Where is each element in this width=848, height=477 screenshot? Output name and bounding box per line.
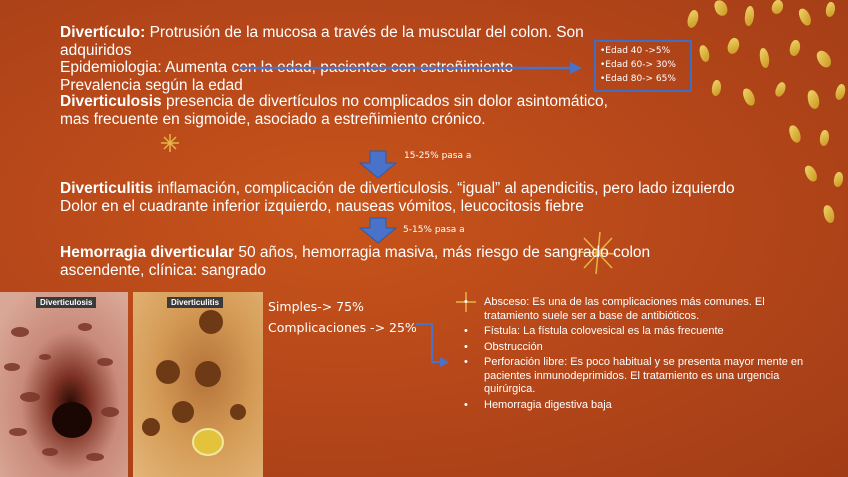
stat-age-60: •Edad 60-> 30% bbox=[600, 60, 676, 70]
prevalence-arrow bbox=[240, 62, 582, 74]
diverticulo-term: Divertículo: bbox=[60, 24, 146, 41]
hemorragia-paragraph bbox=[60, 244, 700, 279]
diverticulosis-tag: Diverticulosis bbox=[36, 297, 96, 308]
arrow1-label: 15-25% pasa a bbox=[404, 151, 472, 161]
list-item: • Obstrucción bbox=[462, 341, 822, 355]
hemorragia-term: Hemorragia diverticular bbox=[60, 244, 235, 261]
diverticulitis-photo bbox=[133, 292, 263, 477]
simple-rate: Simples-> 75% bbox=[268, 299, 364, 314]
list-item: • Absceso: Es una de las complicaciones más comunes. El tratamiento suele ser a base de antibióticos. bbox=[462, 296, 822, 323]
diverticulosis-term: Diverticulosis bbox=[60, 93, 162, 110]
rates-block bbox=[268, 296, 417, 338]
epidemiologia-text: Epidemiologia: Aumenta con la edad, pacientes con estreñimiento bbox=[60, 59, 514, 76]
diverticulosis-paragraph bbox=[60, 93, 620, 128]
diverticulitis-paragraph bbox=[60, 180, 780, 215]
arrow2-label: 5-15% pasa a bbox=[403, 225, 465, 235]
diverticulo-definition: Protrusión de la mucosa a través de la muscular del colon. Son adquiridos bbox=[60, 24, 584, 59]
down-arrow-2-icon bbox=[360, 218, 396, 243]
complications-arrow bbox=[416, 324, 449, 367]
complications-rate: Complicaciones -> 25% bbox=[268, 320, 417, 335]
diverticulosis-definition: presencia de divertículos no complicados sin dolor asintomático, mas frecuente en sigmoide, asociado a estreñimiento crónico. bbox=[60, 93, 608, 128]
list-item: • Perforación libre: Es poco habitual y se presenta mayor mente en pacientes inmunodeprimidos. El tratamiento es una urgencia quirúrgica. bbox=[462, 356, 822, 397]
diverticulitis-term: Diverticulitis bbox=[60, 180, 154, 197]
diverticulosis-photo bbox=[0, 292, 128, 477]
stat-age-80: •Edad 80-> 65% bbox=[600, 74, 676, 84]
list-item: • Hemorragia digestiva baja bbox=[462, 399, 822, 413]
prevalencia-text: Prevalencia según la edad bbox=[60, 76, 243, 94]
diverticulitis-endoscopy-image bbox=[133, 292, 263, 477]
stat-age-40: •Edad 40 ->5% bbox=[600, 46, 671, 56]
complications-list bbox=[462, 296, 822, 414]
hemorragia-definition: 50 años, hemorragia masiva, más riesgo de sangrado colon ascendente, clínica: sangrado bbox=[60, 244, 651, 279]
diverticulitis-symptoms: Dolor en el cuadrante inferior izquierdo, nauseas vómitos, leucocitosis fiebre bbox=[60, 197, 584, 215]
down-arrow-1-icon bbox=[360, 151, 396, 178]
diverticulitis-tag: Diverticulitis bbox=[167, 297, 223, 308]
diverticulosis-endoscopy-image bbox=[0, 292, 128, 477]
diverticulitis-definition: inflamación, complicación de diverticulosis. “igual” al apendicitis, pero lado izquierdo bbox=[153, 180, 735, 197]
list-item: • Fístula: La fístula colovesical es la más frecuente bbox=[462, 325, 822, 339]
